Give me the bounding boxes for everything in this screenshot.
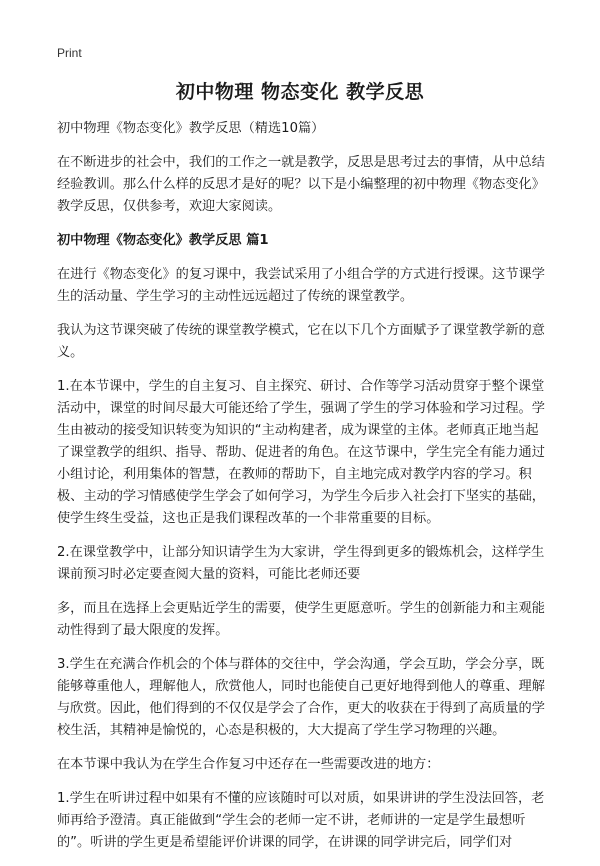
page-title: 初中物理 物态变化 教学反思 [175,81,425,103]
intro-paragraph: 在不断进步的社会中，我们的工作之一就是教学，反思是思考过去的事情，从中总结经验教训。那么什么样的反思才是好的呢？以下是小编整理的初中物理《物态变化》教学反思，仅供参考，欢迎大家阅读。 [57,155,545,214]
paragraph: 我认为这节课突破了传统的课堂教学模式，它在以下几个方面赋予了课堂教学新的意义。 [57,323,545,360]
paragraph: 多，而且在选择上会更贴近学生的需要，使学生更愿意听。学生的创新能力和主观能动性得到了最大限度的发挥。 [57,601,545,638]
paragraph: 在进行《物态变化》的复习课中，我尝试采用了小组合学的方式进行授课。这节课学生的活动量、学生学习的主动性远远超过了传统的课堂教学。 [57,267,545,304]
article-body [57,118,547,866]
print-link[interactable]: Print [57,46,82,60]
paragraph: 2.在课堂教学中，让部分知识请学生为大家讲，学生得到更多的锻炼机会，这样学生课前预习时必定要查阅大量的资料，可能比老师还要 [57,545,545,582]
paragraph: 3.学生在充满合作机会的个体与群体的交往中，学会沟通，学会互助，学会分享，既能够尊重他人，理解他人，欣赏他人，同时也能使自己更好地得到他人的尊重、理解与欣赏。因此，他们得到的不仅仅是学会了合作，更大的收获在于得到了高质量的学校生活，其精神是愉悦的，心态是积极的，大大提高了学生学习物理的兴趣。 [57,657,545,738]
paragraph: 1.学生在听讲过程中如果有不懂的应该随时可以对质，如果讲讲的学生没法回答，老师再给予澄清。真正能做到“学生会的老师一定不讲，老师讲的一定是学生最想听的”。听讲的学生更是希望能评价讲课的同学，在讲课的同学讲完后，同学们对 [57,791,545,850]
section-heading: 初中物理《物态变化》教学反思 篇1 [57,233,269,248]
article-subtitle: 初中物理《物态变化》教学反思（精选10篇） [57,121,325,136]
paragraph: 在本节课中我认为在学生合作复习中还存在一些需要改进的地方： [57,757,440,772]
paragraph: 1.在本节课中，学生的自主复习、自主探究、研讨、合作等学习活动贯穿于整个课堂活动中，课堂的时间尽最大可能还给了学生，强调了学生的学习体验和学习过程。学生由被动的接受知识转变为知识的“主动构建者，成为课堂的主体。老师真正地当起了课堂教学的组织、指导、帮助、促进者的角色。在这节课中，学生完全有能力通过小组讨论，利用集体的智慧，在教师的帮助下，自主地完成对教学内容的学习。积极、主动的学习情感使学生学会了如何学习，为学生今后步入社会打下坚实的基础，使学生终生受益，这也正是我们课程改革的一个非常重要的目标。 [57,379,545,526]
